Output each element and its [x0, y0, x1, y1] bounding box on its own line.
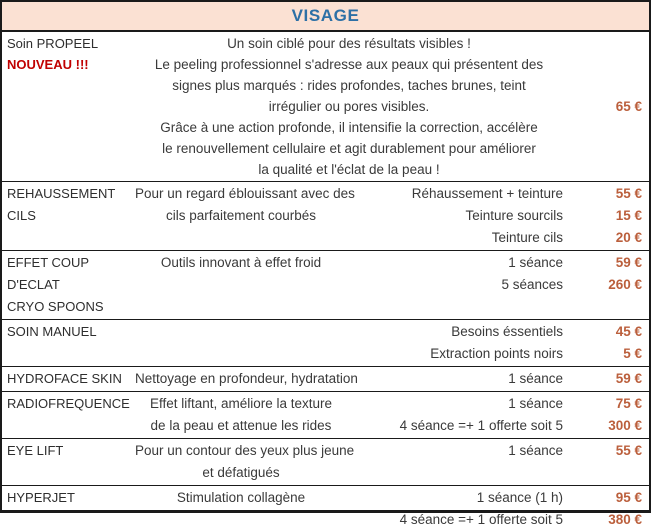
option-label: 1 séance (1 h)	[476, 490, 563, 505]
option-label: Extraction points noirs	[430, 346, 563, 361]
treatment-name: RADIOFREQUENCE	[7, 396, 130, 411]
price-table-row	[2, 181, 649, 250]
options-column	[347, 183, 649, 249]
price-value: 15 €	[615, 208, 642, 223]
option-row	[347, 252, 649, 274]
treatment-description-cell	[135, 393, 347, 437]
price-value: 20 €	[615, 230, 642, 245]
option-label: Réhaussement + teinture	[411, 186, 563, 201]
price-table-row	[2, 438, 649, 485]
treatment-name: HYPERJET	[7, 490, 75, 505]
price-value: 55 €	[615, 443, 642, 458]
option-row	[347, 487, 649, 509]
option-label: 5 séances	[501, 277, 563, 292]
options-column	[347, 321, 649, 365]
treatment-name: EYE LIFT	[7, 443, 64, 458]
options-column	[347, 440, 649, 484]
price-value: 260 €	[608, 277, 642, 292]
option-row	[347, 440, 649, 462]
treatment-description-cell	[135, 252, 347, 318]
treatment-description-cell	[135, 183, 355, 249]
treatment-name-cell	[2, 487, 135, 531]
treatment-description-line: et défatigués	[202, 465, 280, 480]
treatment-description-cell	[135, 33, 563, 180]
treatment-name-cell	[2, 33, 135, 180]
treatment-name: HYDROFACE SKIN	[7, 371, 122, 386]
treatment-name-cell	[2, 321, 135, 365]
option-label: 1 séance	[508, 371, 563, 386]
treatment-name-cell	[2, 252, 135, 318]
treatment-name: REHAUSSEMENT CILS	[7, 186, 116, 223]
treatment-description-line: cils parfaitement courbés	[165, 208, 317, 223]
price-table-row	[2, 485, 649, 532]
option-label: Besoins éssentiels	[451, 324, 563, 339]
price-table-row	[2, 32, 649, 181]
option-row	[347, 205, 649, 227]
options-column	[347, 393, 649, 437]
price-table-row	[2, 250, 649, 319]
treatment-description-line: Le peeling professionnel s'adresse aux peaux qui présentent des	[154, 57, 544, 72]
treatment-description-line: le renouvellement cellulaire et agit durablement pour améliorer	[162, 141, 536, 156]
treatment-name-cell	[2, 440, 135, 484]
treatment-name: SOIN MANUEL	[7, 324, 97, 339]
treatment-description-cell	[135, 487, 347, 531]
price-table-row	[2, 391, 649, 438]
page-title: VISAGE	[291, 6, 360, 25]
price-table-body	[2, 32, 649, 532]
treatment-description-line: Pour un regard éblouissant avec des	[135, 186, 355, 201]
option-row	[347, 274, 649, 296]
price-value: 59 €	[615, 255, 642, 270]
treatment-description-line: la qualité et l'éclat de la peau !	[258, 162, 440, 177]
treatment-description-line: Un soin ciblé pour des résultats visibles !	[227, 36, 471, 51]
option-row	[347, 393, 649, 415]
option-label: 1 séance	[508, 255, 563, 270]
option-row	[347, 343, 649, 365]
option-row	[347, 509, 649, 531]
price-value: 65 €	[615, 99, 642, 114]
option-label: Teinture cils	[491, 230, 563, 245]
treatment-name-cell	[2, 393, 135, 437]
section-header	[2, 2, 649, 32]
option-label: Teinture sourcils	[465, 208, 563, 223]
treatment-description-line: Nettoyage en profondeur, hydratation	[135, 371, 358, 386]
price-value: 5 €	[623, 346, 642, 361]
treatment-description-cell	[135, 321, 347, 365]
treatment-description-line: Stimulation collagène	[176, 490, 306, 505]
option-label: 1 séance	[508, 396, 563, 411]
new-badge: NOUVEAU !!!	[7, 57, 89, 72]
option-label: 1 séance	[508, 443, 563, 458]
option-row	[347, 321, 649, 343]
treatment-description-line: irrégulier ou pores visibles.	[268, 99, 430, 114]
treatment-name: Soin PROPEEL	[7, 36, 99, 51]
treatment-description-line: de la peau et attenue les rides	[150, 418, 332, 433]
price-value: 75 €	[615, 396, 642, 411]
price-table-row	[2, 366, 649, 391]
option-label: 4 séance =+ 1 offerte soit 5	[399, 418, 563, 433]
option-label: 4 séance =+ 1 offerte soit 5	[399, 512, 563, 527]
treatment-name-cell	[2, 183, 135, 249]
option-row	[347, 415, 649, 437]
options-column	[347, 487, 649, 531]
price-value: 55 €	[615, 186, 642, 201]
option-row	[347, 368, 649, 390]
treatment-description-line: signes plus marqués : rides profondes, taches brunes, teint	[172, 78, 526, 93]
treatment-description-line: Outils innovant à effet froid	[160, 255, 322, 270]
treatment-description-line: Grâce à une action profonde, il intensifie la correction, accélère	[160, 120, 538, 135]
treatment-name: CRYO SPOONS	[7, 299, 104, 314]
treatment-name: EFFET COUP D'ECLAT	[7, 255, 89, 292]
option-row	[347, 227, 649, 249]
treatment-description-cell	[135, 368, 358, 390]
price-value: 380 €	[608, 512, 642, 527]
treatment-description-line: Pour un contour des yeux plus jeune	[135, 443, 355, 458]
treatment-name-cell	[2, 368, 135, 390]
price-value: 59 €	[615, 371, 642, 386]
option-row	[347, 183, 649, 205]
treatment-description-cell	[135, 440, 355, 484]
options-column	[347, 368, 649, 390]
options-column	[347, 252, 649, 318]
price-value: 95 €	[615, 490, 642, 505]
price-value: 45 €	[615, 324, 642, 339]
treatment-description-line: Effet liftant, améliore la texture	[149, 396, 333, 411]
price-value: 300 €	[608, 418, 642, 433]
price-table-row	[2, 319, 649, 366]
